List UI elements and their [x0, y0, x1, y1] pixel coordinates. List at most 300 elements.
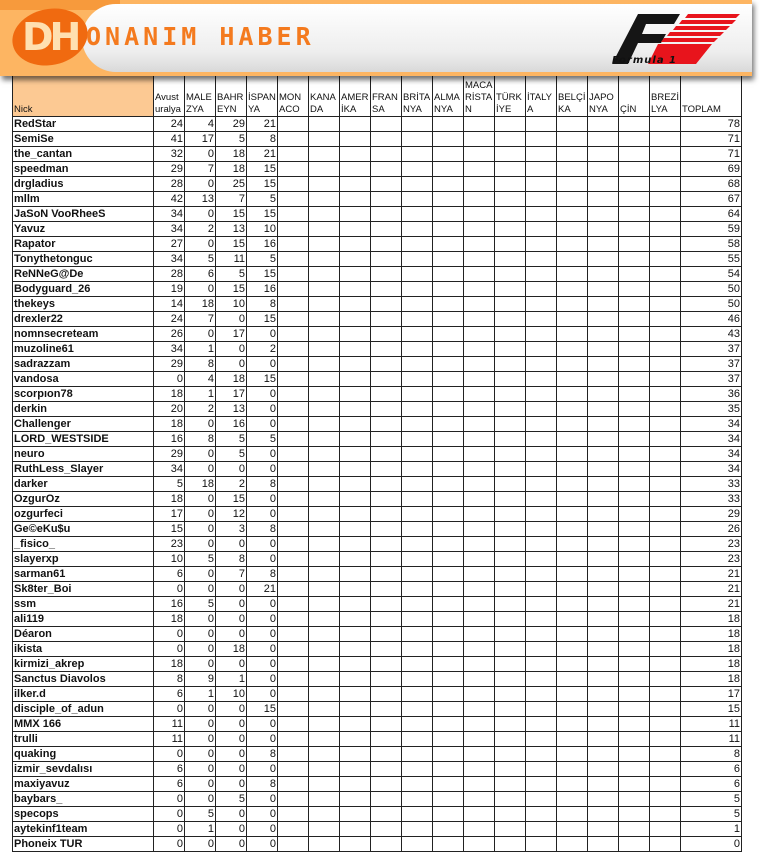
score-cell[interactable]: 0: [247, 837, 278, 852]
score-cell[interactable]: [464, 282, 495, 297]
score-cell[interactable]: [340, 252, 371, 267]
score-cell[interactable]: [526, 492, 557, 507]
score-cell[interactable]: 0: [247, 552, 278, 567]
score-cell[interactable]: [464, 582, 495, 597]
score-cell[interactable]: [340, 177, 371, 192]
score-cell[interactable]: [371, 492, 402, 507]
score-cell[interactable]: [278, 492, 309, 507]
score-cell[interactable]: 26: [154, 327, 185, 342]
score-cell[interactable]: 0: [185, 642, 216, 657]
total-cell[interactable]: 0: [681, 837, 742, 852]
score-cell[interactable]: [402, 402, 433, 417]
score-cell[interactable]: [278, 447, 309, 462]
score-cell[interactable]: 15: [216, 237, 247, 252]
score-cell[interactable]: [340, 447, 371, 462]
score-cell[interactable]: [526, 192, 557, 207]
score-cell[interactable]: [495, 177, 526, 192]
score-cell[interactable]: [464, 147, 495, 162]
score-cell[interactable]: [309, 507, 340, 522]
score-cell[interactable]: [619, 822, 650, 837]
total-cell[interactable]: 1: [681, 822, 742, 837]
score-cell[interactable]: [371, 807, 402, 822]
score-cell[interactable]: 0: [185, 417, 216, 432]
score-cell[interactable]: [464, 717, 495, 732]
score-cell[interactable]: [619, 462, 650, 477]
score-cell[interactable]: [495, 837, 526, 852]
score-cell[interactable]: [650, 537, 681, 552]
score-cell[interactable]: [588, 357, 619, 372]
score-cell[interactable]: 17: [185, 132, 216, 147]
score-cell[interactable]: [433, 132, 464, 147]
nick-cell[interactable]: LORD_WESTSIDE: [13, 432, 154, 447]
score-cell[interactable]: [278, 192, 309, 207]
total-cell[interactable]: 5: [681, 792, 742, 807]
score-cell[interactable]: [495, 162, 526, 177]
score-cell[interactable]: [371, 477, 402, 492]
score-cell[interactable]: [340, 702, 371, 717]
score-cell[interactable]: [402, 312, 433, 327]
score-cell[interactable]: [433, 822, 464, 837]
score-cell[interactable]: [433, 207, 464, 222]
total-cell[interactable]: 18: [681, 627, 742, 642]
score-cell[interactable]: [650, 672, 681, 687]
score-cell[interactable]: [495, 432, 526, 447]
score-cell[interactable]: 13: [216, 222, 247, 237]
score-cell[interactable]: [557, 777, 588, 792]
score-cell[interactable]: [278, 687, 309, 702]
score-cell[interactable]: [495, 207, 526, 222]
score-cell[interactable]: [526, 282, 557, 297]
score-cell[interactable]: 0: [185, 567, 216, 582]
score-cell[interactable]: [402, 837, 433, 852]
score-cell[interactable]: [526, 522, 557, 537]
nick-cell[interactable]: SemiSe: [13, 132, 154, 147]
score-cell[interactable]: [309, 687, 340, 702]
score-cell[interactable]: 5: [216, 432, 247, 447]
score-cell[interactable]: [309, 267, 340, 282]
score-cell[interactable]: [650, 642, 681, 657]
score-cell[interactable]: [619, 267, 650, 282]
score-cell[interactable]: 4: [185, 117, 216, 132]
nick-cell[interactable]: ssm: [13, 597, 154, 612]
score-cell[interactable]: [340, 207, 371, 222]
score-cell[interactable]: 8: [247, 522, 278, 537]
score-cell[interactable]: [526, 642, 557, 657]
score-cell[interactable]: 0: [216, 462, 247, 477]
score-cell[interactable]: [557, 342, 588, 357]
score-cell[interactable]: [278, 717, 309, 732]
score-cell[interactable]: [495, 387, 526, 402]
score-cell[interactable]: [371, 792, 402, 807]
score-cell[interactable]: [371, 222, 402, 237]
score-cell[interactable]: 15: [216, 207, 247, 222]
score-cell[interactable]: [526, 567, 557, 582]
score-cell[interactable]: [526, 672, 557, 687]
score-cell[interactable]: [309, 567, 340, 582]
nick-cell[interactable]: sarman61: [13, 567, 154, 582]
score-cell[interactable]: 5: [247, 252, 278, 267]
score-cell[interactable]: 5: [216, 792, 247, 807]
score-cell[interactable]: [464, 162, 495, 177]
score-cell[interactable]: [588, 477, 619, 492]
score-cell[interactable]: [371, 147, 402, 162]
score-cell[interactable]: [495, 597, 526, 612]
score-cell[interactable]: 0: [247, 762, 278, 777]
score-cell[interactable]: 15: [247, 267, 278, 282]
score-cell[interactable]: [526, 177, 557, 192]
score-cell[interactable]: [619, 732, 650, 747]
score-cell[interactable]: [371, 192, 402, 207]
score-cell[interactable]: 5: [185, 552, 216, 567]
score-cell[interactable]: [650, 357, 681, 372]
score-cell[interactable]: [650, 132, 681, 147]
score-cell[interactable]: [278, 237, 309, 252]
score-cell[interactable]: [526, 732, 557, 747]
score-cell[interactable]: 0: [247, 627, 278, 642]
score-cell[interactable]: [495, 462, 526, 477]
total-cell[interactable]: 37: [681, 342, 742, 357]
score-cell[interactable]: [588, 777, 619, 792]
score-cell[interactable]: 10: [247, 222, 278, 237]
score-cell[interactable]: [588, 597, 619, 612]
score-cell[interactable]: [309, 822, 340, 837]
score-cell[interactable]: 8: [185, 357, 216, 372]
score-cell[interactable]: [588, 192, 619, 207]
score-cell[interactable]: [650, 252, 681, 267]
score-cell[interactable]: 17: [216, 327, 247, 342]
score-cell[interactable]: [588, 582, 619, 597]
score-cell[interactable]: [402, 732, 433, 747]
score-cell[interactable]: [495, 807, 526, 822]
score-cell[interactable]: [588, 282, 619, 297]
nick-cell[interactable]: Yavuz: [13, 222, 154, 237]
score-cell[interactable]: [464, 522, 495, 537]
score-cell[interactable]: [371, 762, 402, 777]
score-cell[interactable]: 16: [247, 237, 278, 252]
score-cell[interactable]: [619, 597, 650, 612]
score-cell[interactable]: 0: [216, 732, 247, 747]
score-cell[interactable]: [340, 117, 371, 132]
score-cell[interactable]: [433, 612, 464, 627]
score-cell[interactable]: 0: [154, 837, 185, 852]
score-cell[interactable]: [464, 612, 495, 627]
score-cell[interactable]: [340, 717, 371, 732]
score-cell[interactable]: [464, 177, 495, 192]
score-cell[interactable]: [371, 162, 402, 177]
score-cell[interactable]: [495, 537, 526, 552]
score-cell[interactable]: 0: [247, 672, 278, 687]
score-cell[interactable]: 0: [216, 627, 247, 642]
score-cell[interactable]: [340, 762, 371, 777]
score-cell[interactable]: [402, 342, 433, 357]
score-cell[interactable]: [650, 147, 681, 162]
score-cell[interactable]: 19: [154, 282, 185, 297]
score-cell[interactable]: 0: [216, 612, 247, 627]
nick-cell[interactable]: baybars_: [13, 792, 154, 807]
score-cell[interactable]: 24: [154, 117, 185, 132]
score-cell[interactable]: [433, 462, 464, 477]
score-cell[interactable]: [650, 387, 681, 402]
score-cell[interactable]: [619, 297, 650, 312]
score-cell[interactable]: 18: [185, 477, 216, 492]
score-cell[interactable]: 17: [154, 507, 185, 522]
score-cell[interactable]: [433, 237, 464, 252]
score-cell[interactable]: [650, 282, 681, 297]
score-cell[interactable]: [371, 717, 402, 732]
score-cell[interactable]: [278, 402, 309, 417]
score-cell[interactable]: [309, 462, 340, 477]
score-cell[interactable]: 15: [247, 372, 278, 387]
score-cell[interactable]: 18: [154, 657, 185, 672]
score-cell[interactable]: 0: [185, 492, 216, 507]
score-cell[interactable]: [495, 642, 526, 657]
score-cell[interactable]: [433, 567, 464, 582]
total-cell[interactable]: 36: [681, 387, 742, 402]
total-cell[interactable]: 6: [681, 762, 742, 777]
score-cell[interactable]: [433, 792, 464, 807]
score-cell[interactable]: 21: [247, 147, 278, 162]
score-cell[interactable]: [402, 567, 433, 582]
score-cell[interactable]: [340, 747, 371, 762]
score-cell[interactable]: [433, 597, 464, 612]
score-cell[interactable]: [402, 822, 433, 837]
score-cell[interactable]: [433, 147, 464, 162]
score-cell[interactable]: [402, 627, 433, 642]
score-cell[interactable]: [278, 297, 309, 312]
score-cell[interactable]: 0: [185, 327, 216, 342]
score-cell[interactable]: 2: [185, 402, 216, 417]
score-cell[interactable]: [650, 312, 681, 327]
total-cell[interactable]: 23: [681, 537, 742, 552]
score-cell[interactable]: [309, 417, 340, 432]
total-cell[interactable]: 43: [681, 327, 742, 342]
score-cell[interactable]: [340, 132, 371, 147]
score-cell[interactable]: [619, 162, 650, 177]
score-cell[interactable]: [433, 537, 464, 552]
score-cell[interactable]: [495, 237, 526, 252]
score-cell[interactable]: [495, 147, 526, 162]
score-cell[interactable]: [526, 147, 557, 162]
score-cell[interactable]: [526, 162, 557, 177]
score-cell[interactable]: [526, 597, 557, 612]
score-cell[interactable]: [557, 672, 588, 687]
total-cell[interactable]: 17: [681, 687, 742, 702]
score-cell[interactable]: [433, 672, 464, 687]
score-cell[interactable]: [526, 537, 557, 552]
score-cell[interactable]: [402, 147, 433, 162]
score-cell[interactable]: [340, 387, 371, 402]
score-cell[interactable]: [588, 117, 619, 132]
score-cell[interactable]: [278, 162, 309, 177]
score-cell[interactable]: [340, 312, 371, 327]
score-cell[interactable]: 18: [154, 612, 185, 627]
total-cell[interactable]: 35: [681, 402, 742, 417]
score-cell[interactable]: [309, 402, 340, 417]
score-cell[interactable]: [619, 447, 650, 462]
score-cell[interactable]: 15: [216, 282, 247, 297]
score-cell[interactable]: 15: [247, 702, 278, 717]
score-cell[interactable]: [495, 672, 526, 687]
score-cell[interactable]: [650, 597, 681, 612]
score-cell[interactable]: [309, 492, 340, 507]
score-cell[interactable]: [402, 387, 433, 402]
score-cell[interactable]: [588, 702, 619, 717]
score-cell[interactable]: [309, 807, 340, 822]
score-cell[interactable]: [464, 387, 495, 402]
score-cell[interactable]: [433, 162, 464, 177]
score-cell[interactable]: [557, 792, 588, 807]
score-cell[interactable]: [309, 207, 340, 222]
score-cell[interactable]: 18: [216, 147, 247, 162]
score-cell[interactable]: [278, 702, 309, 717]
score-cell[interactable]: [588, 177, 619, 192]
score-cell[interactable]: [402, 432, 433, 447]
score-cell[interactable]: [340, 627, 371, 642]
score-cell[interactable]: [526, 357, 557, 372]
score-cell[interactable]: [557, 477, 588, 492]
score-cell[interactable]: [402, 222, 433, 237]
score-cell[interactable]: [278, 222, 309, 237]
score-cell[interactable]: [526, 612, 557, 627]
score-cell[interactable]: [309, 387, 340, 402]
score-cell[interactable]: [433, 807, 464, 822]
nick-cell[interactable]: ikista: [13, 642, 154, 657]
score-cell[interactable]: [619, 117, 650, 132]
score-cell[interactable]: [495, 357, 526, 372]
nick-cell[interactable]: ReNNeG@De: [13, 267, 154, 282]
score-cell[interactable]: [340, 282, 371, 297]
score-cell[interactable]: [402, 447, 433, 462]
score-cell[interactable]: [588, 252, 619, 267]
score-cell[interactable]: 15: [247, 312, 278, 327]
score-cell[interactable]: [371, 282, 402, 297]
score-cell[interactable]: [495, 507, 526, 522]
score-cell[interactable]: [464, 492, 495, 507]
score-cell[interactable]: [402, 327, 433, 342]
score-cell[interactable]: [557, 327, 588, 342]
nick-cell[interactable]: izmir_sevdalısı: [13, 762, 154, 777]
score-cell[interactable]: [619, 132, 650, 147]
score-cell[interactable]: [557, 192, 588, 207]
score-cell[interactable]: [340, 417, 371, 432]
total-cell[interactable]: 46: [681, 312, 742, 327]
score-cell[interactable]: [278, 597, 309, 612]
score-cell[interactable]: 0: [247, 387, 278, 402]
score-cell[interactable]: [433, 177, 464, 192]
score-cell[interactable]: [278, 582, 309, 597]
total-cell[interactable]: 23: [681, 552, 742, 567]
score-cell[interactable]: [526, 702, 557, 717]
score-cell[interactable]: [464, 777, 495, 792]
score-cell[interactable]: 18: [216, 642, 247, 657]
score-cell[interactable]: [650, 192, 681, 207]
score-cell[interactable]: [619, 237, 650, 252]
score-cell[interactable]: [557, 402, 588, 417]
score-cell[interactable]: [278, 342, 309, 357]
nick-cell[interactable]: thekeys: [13, 297, 154, 312]
score-cell[interactable]: [464, 792, 495, 807]
score-cell[interactable]: [309, 522, 340, 537]
score-cell[interactable]: 13: [185, 192, 216, 207]
score-cell[interactable]: [309, 732, 340, 747]
total-cell[interactable]: 64: [681, 207, 742, 222]
score-cell[interactable]: [340, 237, 371, 252]
score-cell[interactable]: [340, 777, 371, 792]
score-cell[interactable]: 18: [216, 162, 247, 177]
score-cell[interactable]: [526, 822, 557, 837]
score-cell[interactable]: [619, 432, 650, 447]
score-cell[interactable]: 0: [154, 807, 185, 822]
score-cell[interactable]: [402, 672, 433, 687]
score-cell[interactable]: 0: [185, 657, 216, 672]
score-cell[interactable]: [278, 672, 309, 687]
score-cell[interactable]: [495, 777, 526, 792]
score-cell[interactable]: [402, 612, 433, 627]
total-cell[interactable]: 58: [681, 237, 742, 252]
score-cell[interactable]: [588, 522, 619, 537]
score-cell[interactable]: [402, 192, 433, 207]
score-cell[interactable]: [557, 807, 588, 822]
score-cell[interactable]: [464, 447, 495, 462]
score-cell[interactable]: [495, 567, 526, 582]
score-cell[interactable]: [433, 837, 464, 852]
score-cell[interactable]: [526, 582, 557, 597]
score-cell[interactable]: [650, 507, 681, 522]
score-cell[interactable]: 0: [216, 747, 247, 762]
score-cell[interactable]: [309, 447, 340, 462]
score-cell[interactable]: [464, 372, 495, 387]
score-cell[interactable]: 1: [185, 387, 216, 402]
score-cell[interactable]: [588, 147, 619, 162]
score-cell[interactable]: 4: [185, 372, 216, 387]
score-cell[interactable]: [464, 357, 495, 372]
score-cell[interactable]: [371, 177, 402, 192]
score-cell[interactable]: [309, 582, 340, 597]
score-cell[interactable]: 0: [185, 507, 216, 522]
score-cell[interactable]: [619, 672, 650, 687]
score-cell[interactable]: 34: [154, 342, 185, 357]
score-cell[interactable]: [619, 537, 650, 552]
score-cell[interactable]: [464, 222, 495, 237]
score-cell[interactable]: [340, 162, 371, 177]
score-cell[interactable]: 0: [185, 147, 216, 162]
score-cell[interactable]: [495, 192, 526, 207]
score-cell[interactable]: [371, 522, 402, 537]
score-cell[interactable]: 34: [154, 207, 185, 222]
score-cell[interactable]: [433, 267, 464, 282]
nick-cell[interactable]: specops: [13, 807, 154, 822]
score-cell[interactable]: [619, 807, 650, 822]
score-cell[interactable]: 29: [154, 357, 185, 372]
score-cell[interactable]: [464, 567, 495, 582]
score-cell[interactable]: [309, 657, 340, 672]
total-cell[interactable]: 34: [681, 462, 742, 477]
score-cell[interactable]: [619, 762, 650, 777]
score-cell[interactable]: 0: [185, 762, 216, 777]
score-cell[interactable]: [433, 657, 464, 672]
nick-cell[interactable]: trulli: [13, 732, 154, 747]
score-cell[interactable]: 0: [216, 702, 247, 717]
score-cell[interactable]: [309, 702, 340, 717]
score-cell[interactable]: [309, 612, 340, 627]
score-cell[interactable]: [402, 417, 433, 432]
score-cell[interactable]: [495, 312, 526, 327]
score-cell[interactable]: [340, 522, 371, 537]
score-cell[interactable]: 0: [185, 282, 216, 297]
score-cell[interactable]: [278, 507, 309, 522]
score-cell[interactable]: [495, 402, 526, 417]
score-cell[interactable]: 10: [216, 297, 247, 312]
